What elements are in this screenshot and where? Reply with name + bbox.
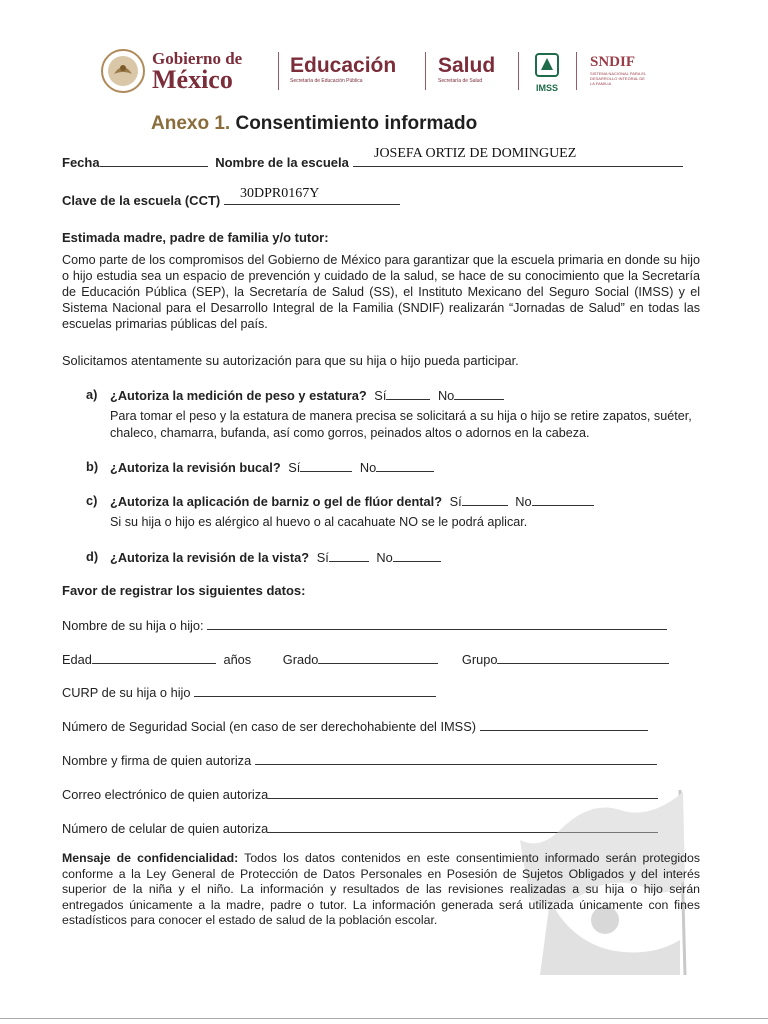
curp-label: CURP de su hija o hijo	[62, 685, 191, 700]
bottom-divider	[0, 1018, 768, 1019]
grado-label: Grado	[282, 652, 319, 667]
nombre-label: Nombre de su hija o hijo:	[62, 618, 204, 633]
imss-eagle-icon	[532, 52, 562, 78]
celular-label: Número de celular de quien autoriza	[62, 821, 269, 836]
question-letter: b)	[86, 459, 99, 474]
no-field[interactable]	[393, 549, 441, 562]
si-label: Sí	[288, 460, 301, 475]
divider	[576, 52, 577, 90]
divider	[518, 52, 519, 90]
nss-field[interactable]	[480, 718, 648, 731]
question-a-note: Para tomar el peso y la estatura de manera precisa se solicitará a su hija o hijo se retire zapatos, suéter, chaleco, chamarra, bufanda, así como gorros, peinados altos o adornos en la cabeza.	[110, 409, 692, 440]
grupo-label: Grupo	[461, 652, 498, 667]
si-field[interactable]	[462, 493, 508, 506]
sep-title: Educación	[290, 54, 397, 77]
divider	[425, 52, 426, 90]
greeting: Estimada madre, padre de familia y/o tutor:	[62, 230, 329, 245]
nombre-field[interactable]	[207, 617, 667, 630]
nombre-row	[62, 617, 667, 633]
no-label: No	[515, 494, 532, 509]
imss-logo	[532, 52, 562, 93]
sep-subtitle: Secretaría de Educación Pública	[290, 78, 363, 84]
nss-label: Número de Seguridad Social (en caso de ser derechohabiente del IMSS)	[62, 719, 477, 734]
salud-logo	[438, 54, 495, 85]
confidentiality-text: Todos los datos contenidos en este consentimiento informado serán protegidos conforme a la Ley General de Protección de Datos Personales en Posesión de Sujetos Obligados y del interés superior de la niña y el niño. La información y resultados de las revisiones realizadas a su hija o hijo serán entregados únicamente a la madre, padre o tutor. La información generada será utilizada únicamente con fines estadísticos para conocer el estado de salud de la población escolar.	[62, 851, 700, 928]
sndif-title: SNDIF	[590, 54, 636, 70]
fecha-label: Fecha	[62, 155, 100, 170]
sep-logo	[290, 54, 396, 85]
firma-label: Nombre y firma de quien autoriza	[62, 753, 252, 768]
question-text: ¿Autoriza la revisión de la vista?	[110, 550, 310, 565]
no-field[interactable]	[454, 387, 504, 400]
question-text: ¿Autoriza la medición de peso y estatura?	[110, 388, 367, 403]
sndif-logo	[590, 54, 650, 86]
si-label: Sí	[316, 550, 329, 565]
si-label: Sí	[449, 494, 462, 509]
no-field[interactable]	[376, 459, 434, 472]
escuela-label: Nombre de la escuela	[215, 155, 349, 170]
request-text: Solicitamos atentamente su autorización para que su hija o hijo pueda participar.	[62, 353, 519, 368]
sndif-subtitle: SISTEMA NACIONAL PARA EL DESARROLLO INTEGRAL DE LA FAMILIA	[590, 71, 647, 86]
question-letter: c)	[86, 493, 98, 508]
question-c-note: Si su hija o hijo es alérgico al huevo o al cacahuate NO se le podrá aplicar.	[110, 515, 528, 529]
title-main: Consentimiento informado	[235, 113, 478, 134]
question-text: ¿Autoriza la revisión bucal?	[110, 460, 281, 475]
correo-label: Correo electrónico de quien autoriza	[62, 787, 269, 802]
anos-label: años	[223, 652, 252, 667]
no-label: No	[376, 550, 393, 565]
firma-field[interactable]	[255, 752, 657, 765]
edad-label: Edad	[62, 652, 92, 667]
no-label: No	[437, 388, 455, 403]
intro-paragraph: Como parte de los compromisos del Gobierno de México para garantizar que la escuela primaria en donde su hijo o hijo estudia sea un espacio de prevención y cuidado de la salud, se hace de su conocimiento que la Secretaría de Educación Pública (SEP), la Secretaría de Salud (SS), el Instituto Mexicano del Seguro Social (IMSS) y el Sistema Nacional para el Desarrollo Integral de la Familia (SNDIF) realizarán “Jornadas de Salud” en todas las escuelas primarias públicas del país.	[62, 253, 700, 331]
si-field[interactable]	[300, 459, 352, 472]
question-letter: d)	[86, 549, 99, 564]
salud-subtitle: Secretaría de Salud	[438, 78, 483, 84]
national-seal-icon	[100, 48, 146, 94]
no-label: No	[359, 460, 377, 475]
question-letter: a)	[86, 387, 98, 402]
nss-row	[62, 718, 648, 734]
firma-row	[62, 752, 657, 768]
fecha-row	[62, 154, 683, 170]
confidentiality-label: Mensaje de confidencialidad:	[62, 851, 239, 865]
si-label: Sí	[374, 388, 387, 403]
grado-field[interactable]	[318, 651, 438, 664]
grupo-field[interactable]	[497, 651, 669, 664]
register-title: Favor de registrar los siguientes datos:	[62, 583, 306, 598]
divider	[278, 52, 279, 90]
header-logos	[100, 46, 660, 98]
si-field[interactable]	[386, 387, 430, 400]
gobierno-mexico-logo	[152, 50, 242, 93]
cct-value: 30DPR0167Y	[240, 186, 320, 201]
curp-row	[62, 684, 436, 700]
edad-row	[62, 651, 669, 667]
si-field[interactable]	[329, 549, 369, 562]
cct-row	[62, 192, 400, 208]
fecha-field[interactable]	[100, 154, 208, 167]
escuela-value: JOSEFA ORTIZ DE DOMINGUEZ	[374, 146, 577, 161]
cct-label: Clave de la escuela (CCT)	[62, 193, 221, 208]
confidentiality-notice	[62, 851, 700, 929]
page-title	[151, 113, 477, 135]
no-field[interactable]	[532, 493, 594, 506]
gob-line1: Gobierno de	[152, 49, 243, 68]
title-prefix: Anexo 1.	[151, 113, 231, 134]
imss-text: IMSS	[535, 83, 558, 93]
edad-field[interactable]	[92, 651, 216, 664]
curp-field[interactable]	[194, 684, 436, 697]
salud-title: Salud	[438, 54, 496, 77]
question-text: ¿Autoriza la aplicación de barniz o gel de flúor dental?	[110, 494, 443, 509]
gob-line2: México	[152, 65, 233, 94]
